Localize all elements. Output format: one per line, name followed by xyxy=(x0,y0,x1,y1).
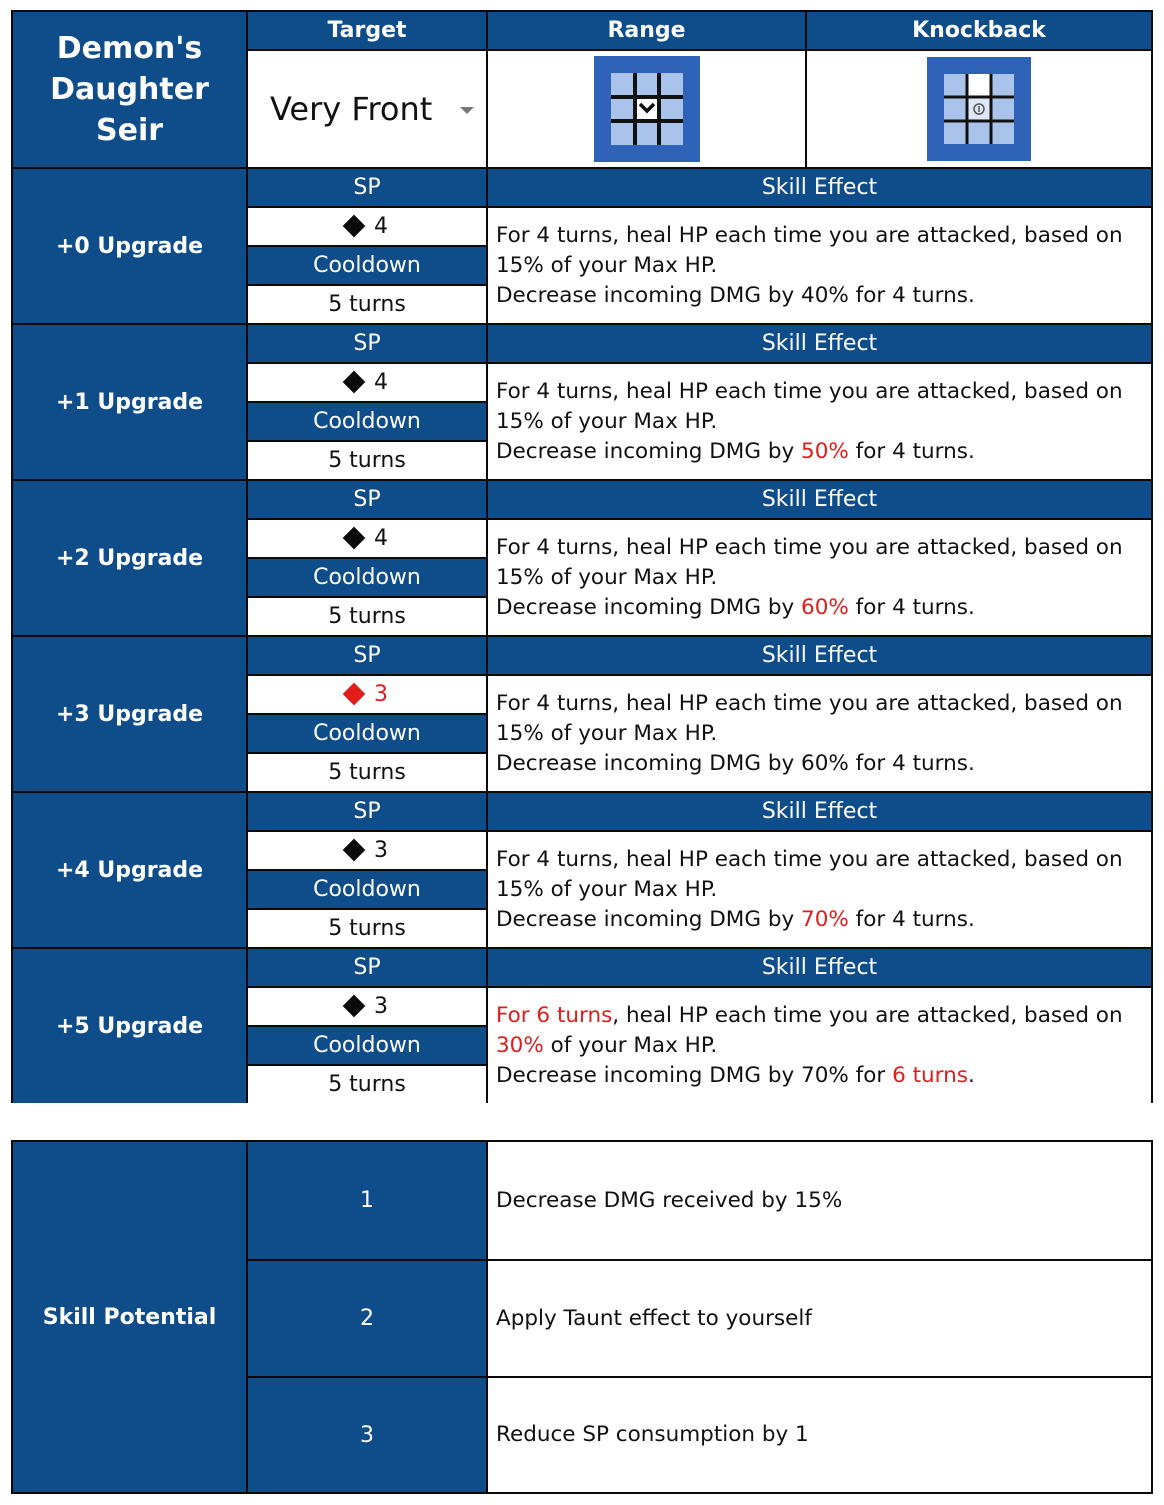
cooldown-value: 5 turns xyxy=(248,596,488,635)
knockback-cell xyxy=(807,51,1151,167)
cooldown-header: Cooldown xyxy=(248,245,488,284)
diamond-icon xyxy=(343,526,366,549)
effect-line-2: 30% of your Max HP. xyxy=(496,1032,718,1058)
cooldown-value: 5 turns xyxy=(248,1064,488,1103)
skill-effect-text xyxy=(488,674,1151,791)
sp-header: SP xyxy=(248,323,488,362)
effect-line-3: Decrease incoming DMG by 60% for 4 turns. xyxy=(496,750,975,776)
sp-number: 3 xyxy=(374,838,388,863)
diamond-icon xyxy=(343,214,366,237)
target-value: Very Front xyxy=(270,90,433,128)
skill-effect-header: Skill Effect xyxy=(488,323,1151,362)
upgrade-label: +1 Upgrade xyxy=(13,323,248,479)
effect-line-1: For 4 turns, heal HP each time you are attacked, based on xyxy=(496,378,1123,404)
effect-dmg-duration: 4 turns xyxy=(892,438,968,464)
effect-heal-percent: 15% xyxy=(496,408,544,434)
diamond-icon xyxy=(343,370,366,393)
effect-duration: For 4 turns xyxy=(496,534,613,560)
diamond-icon xyxy=(343,682,366,705)
potential-text: Decrease DMG received by 15% xyxy=(488,1142,1151,1259)
effect-heal-percent: 15% xyxy=(496,876,544,902)
skill-potential-table xyxy=(11,1140,1153,1494)
effect-line-1: For 4 turns, heal HP each time you are attacked, based on xyxy=(496,222,1123,248)
cooldown-value: 5 turns xyxy=(248,752,488,791)
sp-value xyxy=(248,674,488,713)
potential-text: Reduce SP consumption by 1 xyxy=(488,1376,1151,1492)
sp-header: SP xyxy=(248,791,488,830)
sp-number: 3 xyxy=(374,994,388,1019)
effect-dmg-duration: 4 turns xyxy=(892,750,968,776)
effect-dmg-percent: 70% xyxy=(801,1062,849,1088)
effect-duration: For 4 turns xyxy=(496,378,613,404)
effect-line-2: 15% of your Max HP. xyxy=(496,564,718,590)
effect-line-2: 15% of your Max HP. xyxy=(496,876,718,902)
effect-dmg-percent: 40% xyxy=(801,282,849,308)
range-header: Range xyxy=(488,12,807,51)
skill-effect-header: Skill Effect xyxy=(488,791,1151,830)
range-cell xyxy=(488,51,807,167)
upgrade-label: +5 Upgrade xyxy=(13,947,248,1103)
sp-header: SP xyxy=(248,479,488,518)
effect-line-2: 15% of your Max HP. xyxy=(496,408,718,434)
potential-number: 1 xyxy=(248,1142,488,1259)
skill-effect-header: Skill Effect xyxy=(488,167,1151,206)
effect-line-2: 15% of your Max HP. xyxy=(496,252,718,278)
skill-effect-text xyxy=(488,830,1151,947)
upgrade-label: +3 Upgrade xyxy=(13,635,248,791)
potential-text: Apply Taunt effect to yourself xyxy=(488,1259,1151,1376)
sp-number: 3 xyxy=(374,682,388,707)
sp-number: 4 xyxy=(374,214,388,239)
effect-line-3: Decrease incoming DMG by 60% for 4 turns. xyxy=(496,594,975,620)
sp-value xyxy=(248,518,488,557)
sp-value xyxy=(248,830,488,869)
effect-line-1: For 4 turns, heal HP each time you are attacked, based on xyxy=(496,846,1123,872)
upgrade-label: +4 Upgrade xyxy=(13,791,248,947)
cooldown-header: Cooldown xyxy=(248,869,488,908)
range-grid-icon xyxy=(594,56,700,162)
diamond-icon xyxy=(343,838,366,861)
effect-duration: For 4 turns xyxy=(496,222,613,248)
cooldown-value: 5 turns xyxy=(248,284,488,323)
effect-dmg-duration: 4 turns xyxy=(892,906,968,932)
sp-header: SP xyxy=(248,635,488,674)
effect-heal-percent: 15% xyxy=(496,564,544,590)
target-dropdown[interactable] xyxy=(248,51,488,167)
effect-dmg-percent: 50% xyxy=(801,438,849,464)
skill-table xyxy=(11,10,1153,1103)
effect-duration: For 4 turns xyxy=(496,846,613,872)
skill-effect-header: Skill Effect xyxy=(488,947,1151,986)
effect-line-2: 15% of your Max HP. xyxy=(496,720,718,746)
skill-potential-label: Skill Potential xyxy=(13,1142,248,1492)
effect-dmg-percent: 70% xyxy=(801,906,849,932)
effect-heal-percent: 30% xyxy=(496,1032,544,1058)
sp-value xyxy=(248,206,488,245)
chevron-down-icon xyxy=(460,107,474,114)
effect-line-1: For 6 turns, heal HP each time you are attacked, based on xyxy=(496,1002,1123,1028)
effect-heal-percent: 15% xyxy=(496,720,544,746)
effect-heal-percent: 15% xyxy=(496,252,544,278)
skill-effect-text xyxy=(488,206,1151,323)
sp-header: SP xyxy=(248,167,488,206)
sp-header: SP xyxy=(248,947,488,986)
cooldown-header: Cooldown xyxy=(248,557,488,596)
potential-number: 3 xyxy=(248,1376,488,1492)
knockback-header: Knockback xyxy=(807,12,1151,51)
cooldown-header: Cooldown xyxy=(248,1025,488,1064)
skill-effect-header: Skill Effect xyxy=(488,479,1151,518)
effect-dmg-percent: 60% xyxy=(801,750,849,776)
target-header: Target xyxy=(248,12,488,51)
sp-value xyxy=(248,986,488,1025)
effect-dmg-duration: 6 turns xyxy=(892,1062,968,1088)
effect-line-1: For 4 turns, heal HP each time you are attacked, based on xyxy=(496,534,1123,560)
cooldown-header: Cooldown xyxy=(248,713,488,752)
effect-line-3: Decrease incoming DMG by 70% for 6 turns. xyxy=(496,1062,975,1088)
skill-effect-text xyxy=(488,362,1151,479)
sp-number: 4 xyxy=(374,370,388,395)
effect-line-3: Decrease incoming DMG by 70% for 4 turns. xyxy=(496,906,975,932)
cooldown-value: 5 turns xyxy=(248,440,488,479)
effect-duration: For 4 turns xyxy=(496,690,613,716)
skill-effect-text xyxy=(488,986,1151,1103)
character-name: Demon's Daughter Seir xyxy=(13,12,248,167)
sp-value xyxy=(248,362,488,401)
cooldown-header: Cooldown xyxy=(248,401,488,440)
effect-line-3: Decrease incoming DMG by 50% for 4 turns. xyxy=(496,438,975,464)
effect-line-1: For 4 turns, heal HP each time you are attacked, based on xyxy=(496,690,1123,716)
upgrade-label: +0 Upgrade xyxy=(13,167,248,323)
skill-effect-text xyxy=(488,518,1151,635)
effect-dmg-percent: 60% xyxy=(801,594,849,620)
effect-dmg-duration: 4 turns xyxy=(892,594,968,620)
effect-dmg-duration: 4 turns xyxy=(892,282,968,308)
effect-duration: For 6 turns xyxy=(496,1002,613,1028)
sp-number: 4 xyxy=(374,526,388,551)
knockback-grid-icon xyxy=(927,57,1031,161)
cooldown-value: 5 turns xyxy=(248,908,488,947)
upgrade-label: +2 Upgrade xyxy=(13,479,248,635)
diamond-icon xyxy=(343,994,366,1017)
potential-number: 2 xyxy=(248,1259,488,1376)
effect-line-3: Decrease incoming DMG by 40% for 4 turns. xyxy=(496,282,975,308)
skill-effect-header: Skill Effect xyxy=(488,635,1151,674)
